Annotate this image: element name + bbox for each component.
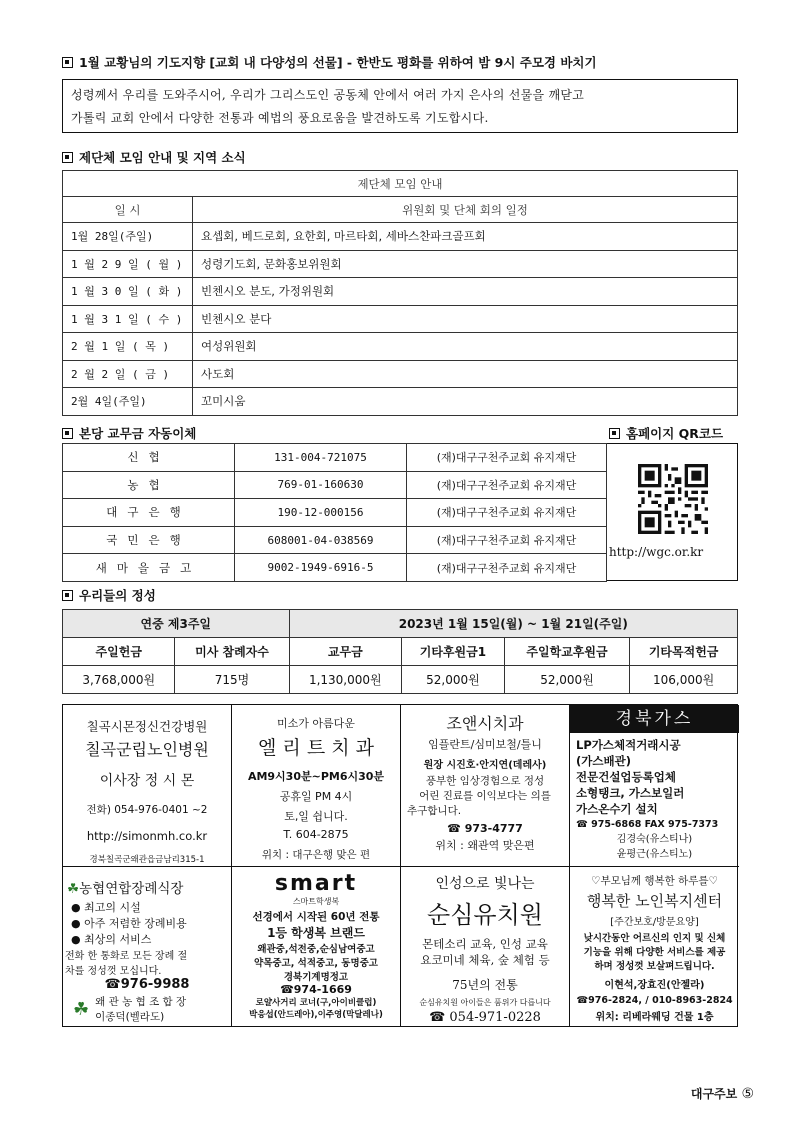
- ad-line: 선경에서 시작된 60년 전통: [252, 911, 380, 923]
- clover-icon: ☘: [73, 998, 90, 1020]
- bank-table: [62, 443, 607, 582]
- ad-line: 약목중고, 석적중고, 동명중고: [254, 958, 378, 969]
- ad-line: ● 아주 저렴한 장례비용: [71, 917, 187, 930]
- ad-line: ● 최고의 시설: [71, 901, 141, 914]
- ad-line: 낮시간동안 어르신의 인지 및 신체: [583, 933, 726, 944]
- table-row: [63, 305, 738, 333]
- ad-line: 박응섭(안드레아),이주영(막달레나): [249, 1010, 383, 1020]
- ad-line: ♡부모님께 행복한 하루를♡: [591, 875, 718, 887]
- ad-line: 칠곡시몬정신건강병원: [86, 719, 208, 734]
- ad-funeral[interactable]: [63, 867, 232, 1027]
- ad-line: 김경숙(유스티나): [616, 834, 693, 845]
- square-bullet-icon: [609, 428, 620, 439]
- ad-line: 기능을 위해 다양한 서비스를 제공: [583, 947, 726, 958]
- ad-line: 경북기계명정고: [283, 972, 349, 983]
- offering-value: 3,768,000원: [63, 666, 175, 694]
- bank-title-text: 본당 교무금 자동이체: [79, 426, 197, 441]
- meetings-section-title: [62, 148, 246, 166]
- account-owner: (재)대구구천주교회 유지재단: [407, 554, 607, 582]
- ad-line: 로얄사거리 코너(구,아이비클럽): [255, 998, 377, 1008]
- ad-line: 위치 : 왜관역 맞은편: [435, 839, 535, 852]
- ad-line: 토,일 쉽니다.: [284, 810, 348, 823]
- col-groups-header: 위원회 및 단체 회의 일정: [193, 197, 738, 223]
- offering-header: 미사 참례자수: [175, 638, 289, 666]
- table-row: [63, 388, 738, 416]
- meeting-date: 1 월 2 9 일 ( 월 ): [63, 250, 193, 278]
- ads-grid: [62, 704, 738, 1027]
- prayer-line-1: 성령께서 우리를 도와주시어, 우리가 그리스도인 공동체 안에서 여러 가지 은사의 선물을 깨닫고: [71, 88, 585, 102]
- ad-line: ☎976-2824, / 010-8963-2824: [576, 995, 733, 1006]
- ad-line: 추구합니다.: [407, 805, 462, 817]
- qr-box: [607, 443, 738, 581]
- table-row: [63, 444, 607, 472]
- qr-code-icon[interactable]: [638, 464, 708, 534]
- square-bullet-icon: [62, 428, 73, 439]
- ad-line: 1등 학생복 브랜드: [267, 926, 365, 940]
- page-footer: [691, 1085, 754, 1102]
- ad-line: 왜관중,석전중,순심남여중고: [257, 944, 375, 955]
- offering-value: 1,130,000원: [289, 666, 401, 694]
- col-date-header: 일 시: [63, 197, 193, 223]
- qr-section-title: [609, 424, 723, 442]
- ad-line: [주간보호/방문요양]: [610, 917, 699, 928]
- table-row: [63, 360, 738, 388]
- ad-line: 위치: 리베라웨딩 건물 1층: [595, 1012, 714, 1023]
- ad-line: 경북칠곡군왜관읍금남리315-1: [89, 855, 205, 865]
- ad-line: [63, 877, 231, 897]
- ad-line: ● 최상의 서비스: [71, 933, 152, 946]
- offering-header: 기타목적헌금: [630, 638, 738, 666]
- ad-line: 공휴일 PM 4시: [279, 790, 353, 803]
- square-bullet-icon: [62, 590, 73, 601]
- meeting-date: 1월 28일(주일): [63, 223, 193, 251]
- ad-dental-elite[interactable]: [232, 705, 401, 867]
- account-owner: (재)대구구천주교회 유지재단: [407, 471, 607, 499]
- ad-line: 인성으로 빛나는: [435, 876, 535, 892]
- meetings-title-text: 제단체 모임 안내 및 지역 소식: [79, 150, 246, 165]
- ad-line: 미소가 아름다운: [277, 717, 355, 730]
- offering-value: 106,000원: [630, 666, 738, 694]
- week-label: 연중 제3주일: [63, 610, 290, 638]
- ad-line: 전문건설업등록업체: [576, 770, 676, 784]
- ad-hospital[interactable]: [63, 705, 232, 867]
- ad-line: 75년의 전통: [452, 978, 518, 992]
- ad-line: 이현석,장효진(안젤라): [604, 980, 705, 991]
- table-row: [63, 250, 738, 278]
- meeting-date: 2 월 1 일 ( 목 ): [63, 333, 193, 361]
- offering-table: [62, 609, 738, 694]
- ad-line: 스마트학생복: [292, 897, 340, 906]
- meeting-date: 1 월 3 0 일 ( 화 ): [63, 278, 193, 306]
- ad-senior-center[interactable]: [570, 867, 739, 1027]
- page-number: ⑤: [741, 1086, 754, 1102]
- bank-name: 국민은행: [63, 526, 235, 554]
- clover-icon: ☘: [67, 881, 80, 897]
- bank-name: 농협: [63, 471, 235, 499]
- meeting-groups: 빈첸시오 분도, 가정위원회: [193, 278, 738, 306]
- ad-line: (가스배관): [576, 754, 631, 768]
- ad-line-text: 농협연합장례식장: [79, 881, 184, 897]
- ad-line: 전화 한 통화로 모든 장례 절: [65, 951, 188, 962]
- meeting-groups: 사도회: [193, 360, 738, 388]
- meeting-date: 2 월 2 일 ( 금 ): [63, 360, 193, 388]
- offering-title-text: 우리들의 정성: [79, 588, 156, 603]
- ad-line: LP가스체적거래시공: [576, 738, 681, 752]
- bank-account: 769-01-160630: [235, 471, 407, 499]
- square-bullet-icon: [62, 57, 73, 68]
- ad-line: 소형탱크, 가스보일러: [576, 786, 685, 800]
- prayer-box: [62, 79, 738, 133]
- table-row: [63, 471, 607, 499]
- ad-line: ☎974-1669: [280, 983, 352, 996]
- table-row: [63, 554, 607, 582]
- meetings-table-title: 제단체 모임 안내: [63, 171, 738, 197]
- ad-line: 원장 시진호·안지연(데레사): [423, 760, 547, 771]
- meeting-groups: 성령기도회, 문화홍보위원회: [193, 250, 738, 278]
- bank-section-title: [62, 424, 196, 442]
- table-row: [63, 223, 738, 251]
- ad-line: 전화) 054-976-0401 ~2: [86, 804, 208, 816]
- meeting-groups: 빈첸시오 분다: [193, 305, 738, 333]
- ad-smart-uniform[interactable]: [232, 867, 401, 1027]
- table-row: [63, 666, 738, 694]
- smart-logo: smart: [274, 871, 358, 896]
- meeting-groups: 여성위원회: [193, 333, 738, 361]
- qr-url[interactable]: http://wgc.or.kr: [609, 545, 704, 559]
- ad-line: 조앤시치과: [446, 714, 524, 733]
- ad-line: 윤평근(유스티노): [616, 849, 693, 860]
- account-owner: (재)대구구천주교회 유지재단: [407, 526, 607, 554]
- bank-name: 새마을금고: [63, 554, 235, 582]
- ad-line: T. 604-2875: [283, 828, 349, 841]
- table-row: [63, 278, 738, 306]
- account-owner: (재)대구구천주교회 유지재단: [407, 444, 607, 472]
- offering-value: 52,000원: [402, 666, 505, 694]
- bank-account: 131-004-721075: [235, 444, 407, 472]
- ad-gas-banner: 경북가스: [570, 705, 739, 733]
- ad-line: 요코미네 체육, 숲 체험 등: [420, 953, 550, 967]
- ad-line: 순심유치원: [427, 901, 543, 929]
- ad-line: 풍부한 임상경험으로 정성: [425, 775, 545, 787]
- table-row: [63, 333, 738, 361]
- ad-line: 하며 정성껏 보살펴드립니다.: [594, 961, 715, 972]
- offering-value: 715명: [175, 666, 289, 694]
- ad-line: 엘 리 트 치 과: [258, 737, 374, 759]
- offering-section-title: [62, 586, 156, 604]
- account-owner: (재)대구구천주교회 유지재단: [407, 499, 607, 527]
- bank-account: 9002-1949-6916-5: [235, 554, 407, 582]
- ad-line: ☎ 973-4777: [447, 822, 523, 835]
- meeting-groups: 요셉회, 베드로회, 요한회, 마르타회, 세바스찬파크골프회: [193, 223, 738, 251]
- ad-line: 이종덕(벨라도): [95, 1011, 165, 1023]
- prayer-line-2: 가톨릭 교회 안에서 다양한 전통과 예법의 풍요로움을 발견하도록 기도합시다.: [71, 111, 489, 125]
- period-label: 2023년 1월 15일(월) ~ 1월 21일(주일): [289, 610, 737, 638]
- meeting-date: 2월 4일(주일): [63, 388, 193, 416]
- table-row: [63, 499, 607, 527]
- square-bullet-icon: [62, 152, 73, 163]
- ad-line: ☎ 975-6868 FAX 975-7373: [576, 819, 719, 830]
- ad-line: 어린 진료를 이익보다는 의를: [419, 790, 551, 802]
- ad-gas[interactable]: [570, 705, 739, 867]
- bank-name: 대구은행: [63, 499, 235, 527]
- ad-line: 행복한 노인복지센터: [586, 892, 723, 910]
- ad-dental-joan[interactable]: [401, 705, 570, 867]
- ad-line: 칠곡군립노인병원: [85, 740, 209, 759]
- table-row: [63, 526, 607, 554]
- ad-line: 차를 정성껏 모십니다.: [65, 966, 162, 977]
- bank-account: 608001-04-038569: [235, 526, 407, 554]
- offering-header: 주일학교후원금: [504, 638, 629, 666]
- offering-header: 교무금: [289, 638, 401, 666]
- offering-header: 기타후원금1: [402, 638, 505, 666]
- meeting-groups: 꼬미시움: [193, 388, 738, 416]
- ad-line: http://simonmh.co.kr: [86, 829, 208, 843]
- ad-line: 임플란트/심미보철/틀니: [428, 738, 542, 751]
- ad-line: ☎976-9988: [104, 977, 190, 992]
- ad-line: 위치 : 대구은행 맞은 편: [261, 849, 371, 861]
- prayer-title-text: 1월 교황님의 기도지향 [교회 내 다양성의 선물] - 한반도 평화를 위하여 밤 9시 주모경 바치기: [79, 55, 597, 70]
- ad-line: 이사장 정 시 몬: [99, 773, 195, 789]
- ad-line: 몬테소리 교육, 인성 교육: [422, 937, 548, 951]
- ad-line: ☎ 054-971-0228: [429, 1010, 541, 1025]
- bank-account: 190-12-000156: [235, 499, 407, 527]
- ad-line: 가스온수기 설치: [576, 802, 658, 816]
- meetings-table: [62, 170, 738, 416]
- offering-header: 주일헌금: [63, 638, 175, 666]
- ad-line: 순심유치원 아이들은 품위가 다릅니다: [419, 998, 551, 1007]
- ad-line: 왜 관 농 협 조 합 장: [95, 996, 187, 1008]
- offering-value: 52,000원: [504, 666, 629, 694]
- meeting-date: 1 월 3 1 일 ( 수 ): [63, 305, 193, 333]
- prayer-section-title: [62, 53, 597, 71]
- ad-kindergarten[interactable]: [401, 867, 570, 1027]
- qr-title-text: 홈페이지 QR코드: [626, 426, 724, 441]
- footer-label: 대구주보: [690, 1087, 738, 1101]
- bank-name: 신협: [63, 444, 235, 472]
- ad-line: AM9시30분~PM6시30분: [247, 770, 385, 783]
